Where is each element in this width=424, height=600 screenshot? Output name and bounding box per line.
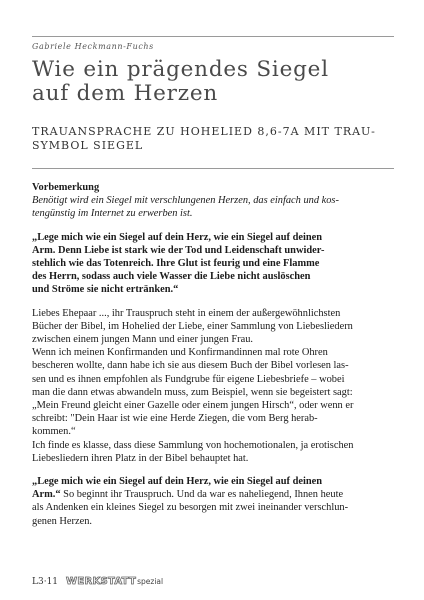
paragraph-line: bescheren wollte, dann habe ich sie aus diesem Buch der Bibel vorlesen las- xyxy=(32,360,349,372)
logo-main-text: WERKSTATT xyxy=(66,576,137,587)
paragraph-line: sen und es ihnen empfohlen als Fundgrube für eigene Liebesbriefe – wobei xyxy=(32,373,345,385)
page-number: L3·11 xyxy=(32,577,59,587)
paragraph-line: „Mein Freund gleicht einer Gazelle oder einem jungen Hirsch“, oder wenn er xyxy=(32,400,354,412)
werkstatt-logo xyxy=(66,576,163,587)
closing-paragraph xyxy=(32,475,394,528)
vorbemerkung-text xyxy=(32,194,394,220)
closing-quote-line-2: Arm.“ xyxy=(32,489,61,501)
page-title xyxy=(32,58,402,106)
quote-line: und Ströme sie nicht ertränken.“ xyxy=(32,284,179,296)
paragraph-line: Wenn ich meinen Konfirmanden und Konfirmandinnen mal rote Ohren xyxy=(32,347,328,359)
vorbemerkung-line: Benötigt wird ein Siegel mit verschlungenen Herzen, das einfach und kos- xyxy=(32,195,339,207)
closing-line-2-rest: So beginnt ihr Trauspruch. Und da war es naheliegend, Ihnen heute xyxy=(60,489,344,501)
closing-line-4: genen Herzen. xyxy=(32,515,92,527)
paragraph-line: man die dann etwas abwandeln muss, zum Beispiel, wenn sie begeistert sagt: xyxy=(32,386,353,398)
quote-line: „Lege mich wie ein Siegel auf dein Herz, wie ein Siegel auf deinen xyxy=(32,231,323,243)
title-line-1: Wie ein prägendes Siegel xyxy=(32,57,329,82)
paragraph-line: Liebesliedern ihren Platz in der Bibel behauptet hat. xyxy=(32,452,249,464)
trauspruch-quote xyxy=(32,231,394,297)
quote-line: Arm. Denn Liebe ist stark wie der Tod und Leidenschaft unwider- xyxy=(32,244,325,256)
quote-line: stehlich wie das Totenreich. Ihre Glut ist feurig und eine Flamme xyxy=(32,258,320,270)
paragraph-line: Bücher der Bibel, im Hohelied der Liebe, einer Sammlung von Liebesliedern xyxy=(32,320,353,332)
author-name: Gabriele Heckmann-Fuchs xyxy=(32,42,154,51)
body-text xyxy=(32,181,394,528)
quote-line: des Herrn, sodass auch viele Wasser die Liebe nicht auslöschen xyxy=(32,271,311,283)
closing-line-3: als Andenken ein kleines Siegel zu besorgen mit zwei ineinander verschlun- xyxy=(32,502,349,514)
page-footer xyxy=(32,576,163,590)
paragraph-line: Ich finde es klasse, dass diese Sammlung von hochemotionalen, ja erotischen xyxy=(32,439,354,451)
body-paragraph xyxy=(32,307,394,465)
title-line-2: auf dem Herzen xyxy=(32,81,219,106)
vorbemerkung-line: tengünstig im Internet zu erwerben ist. xyxy=(32,208,193,220)
paragraph-line: schreibt: "Dein Haar ist wie eine Herde Ziegen, die vom Berg herab- xyxy=(32,413,318,425)
logo-sub-text: spezial xyxy=(137,577,164,586)
page-subtitle xyxy=(32,125,402,153)
closing-quote-line-1: „Lege mich wie ein Siegel auf dein Herz, wie ein Siegel auf deinen xyxy=(32,476,323,488)
paragraph-line: Liebes Ehepaar ..., ihr Trauspruch steht in einem der außergewöhnlichsten xyxy=(32,307,341,319)
section-rule xyxy=(32,168,394,169)
paragraph-line: kommen.“ xyxy=(32,426,76,438)
subtitle-line-2: SYMBOL SIEGEL xyxy=(32,139,144,152)
vorbemerkung-heading: Vorbemerkung xyxy=(32,182,100,193)
top-rule xyxy=(32,36,394,37)
paragraph-line: zwischen einem jungen Mann und einer jungen Frau. xyxy=(32,334,254,346)
subtitle-line-1: TRAUANSPRACHE ZU HOHELIED 8,6-7A MIT TRAU- xyxy=(32,125,376,138)
